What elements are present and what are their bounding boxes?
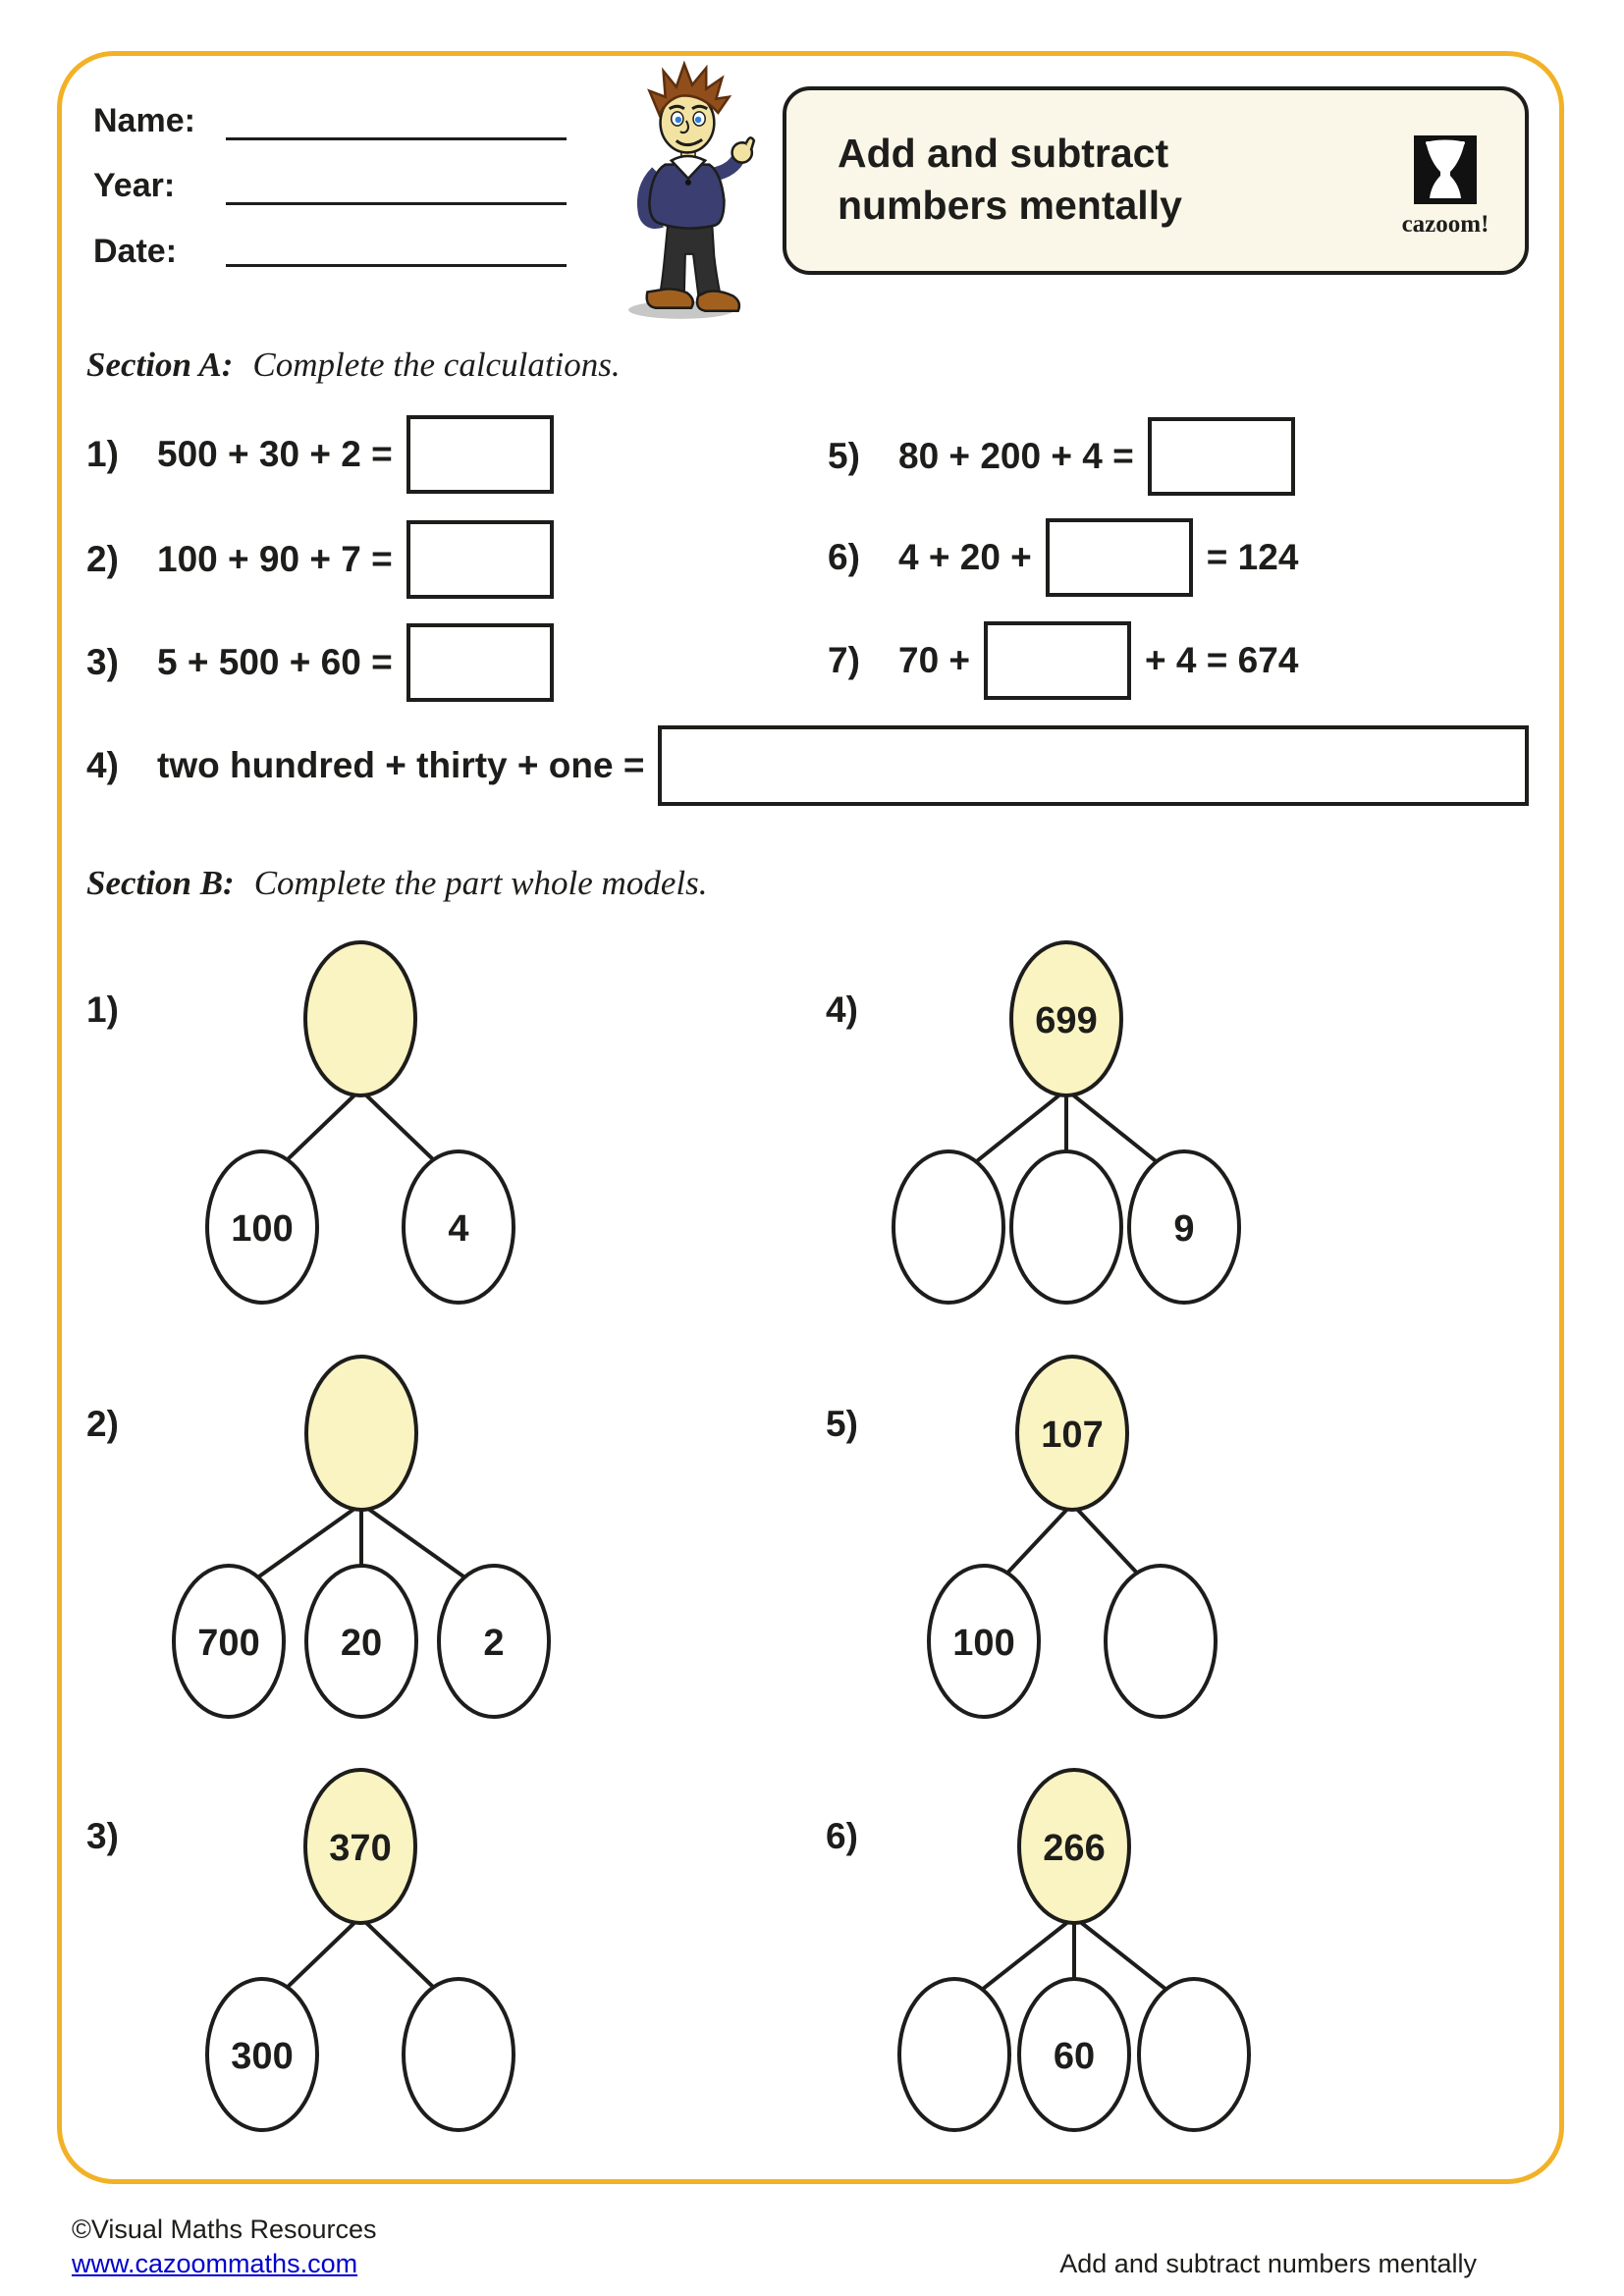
model-4-number: 4) — [826, 989, 858, 1030]
model-3-number: 3) — [86, 1816, 119, 1856]
cazoom-logo-text: cazoom! — [1401, 211, 1489, 238]
section-b-instruction: Complete the part whole models. — [253, 864, 708, 902]
part-whole-model[interactable] — [839, 1762, 1310, 2145]
model-5-number: 5) — [826, 1404, 858, 1444]
problem-3-expression: 5 + 500 + 60 = — [157, 642, 393, 682]
name-input-line[interactable] — [226, 137, 567, 140]
footer-worksheet-title: Add and subtract numbers mentally — [1059, 2249, 1477, 2278]
answer-box[interactable] — [406, 520, 554, 599]
problem-6-expression: 4 + 20 + — [898, 537, 1032, 577]
part-whole-model[interactable] — [831, 934, 1302, 1317]
svg-text:100: 100 — [952, 1623, 1015, 1664]
part-whole-model[interactable] — [125, 934, 596, 1317]
djembe-drum-icon — [1414, 135, 1477, 209]
year-label: Year: — [93, 167, 176, 204]
student-thumbs-up-cartoon-icon — [622, 61, 761, 327]
part-whole-model[interactable] — [837, 1349, 1308, 1732]
answer-box[interactable] — [406, 415, 554, 494]
problem-3-number: 3) — [86, 642, 119, 682]
answer-box[interactable] — [406, 623, 554, 702]
svg-text:699: 699 — [1035, 1000, 1098, 1041]
svg-text:300: 300 — [231, 2036, 294, 2077]
section-b-label: Section B: — [86, 864, 235, 902]
problem-5 — [828, 417, 1295, 496]
problem-5-number: 5) — [828, 436, 860, 476]
section-b-heading — [86, 864, 707, 903]
svg-text:700: 700 — [197, 1623, 260, 1664]
problem-7 — [828, 621, 1298, 700]
section-a-heading — [86, 346, 621, 385]
problem-2 — [86, 520, 554, 599]
problem-7-number: 7) — [828, 640, 860, 680]
svg-text:4: 4 — [448, 1208, 469, 1250]
model-6-number: 6) — [826, 1816, 858, 1856]
problem-1-expression: 500 + 30 + 2 = — [157, 434, 393, 474]
svg-text:100: 100 — [231, 1208, 294, 1250]
name-label: Name: — [93, 102, 195, 139]
svg-text:9: 9 — [1173, 1208, 1195, 1250]
problem-6 — [828, 518, 1298, 597]
problem-2-number: 2) — [86, 539, 119, 579]
problem-4-expression: two hundred + thirty + one = — [157, 745, 645, 785]
svg-text:266: 266 — [1043, 1828, 1106, 1869]
worksheet-title-box — [783, 86, 1529, 275]
svg-text:20: 20 — [340, 1623, 383, 1664]
problem-7-expression: 70 + — [898, 640, 971, 680]
problem-6-number: 6) — [828, 537, 860, 577]
problem-1-number: 1) — [86, 434, 119, 474]
svg-text:107: 107 — [1041, 1415, 1104, 1456]
problem-6-result: = 124 — [1206, 537, 1299, 577]
section-a-label: Section A: — [86, 346, 234, 384]
problem-4-number: 4) — [86, 745, 119, 785]
problem-2-expression: 100 + 90 + 7 = — [157, 539, 393, 579]
cazoommaths-link[interactable]: www.cazoommaths.com — [72, 2249, 358, 2278]
answer-box[interactable] — [1046, 518, 1193, 597]
answer-box[interactable] — [1148, 417, 1295, 496]
problem-1 — [86, 415, 554, 494]
worksheet-title: Add and subtract numbers mentally — [838, 131, 1182, 228]
model-2-number: 2) — [86, 1404, 119, 1444]
year-input-line[interactable] — [226, 202, 567, 205]
problem-4 — [86, 726, 1529, 805]
problem-3 — [86, 623, 554, 702]
copyright-text: ©Visual Maths Resources — [72, 2215, 377, 2244]
date-input-line[interactable] — [226, 264, 567, 267]
svg-text:370: 370 — [329, 1828, 392, 1869]
problem-7-result: + 4 = 674 — [1145, 640, 1299, 680]
model-1-number: 1) — [86, 989, 119, 1030]
cazoom-logo — [1401, 135, 1489, 239]
section-a-instruction: Complete the calculations. — [252, 346, 621, 384]
problem-5-expression: 80 + 200 + 4 = — [898, 436, 1134, 476]
date-label: Date: — [93, 233, 178, 270]
answer-box[interactable] — [658, 725, 1529, 806]
part-whole-model[interactable] — [126, 1349, 597, 1732]
svg-text:60: 60 — [1053, 2036, 1096, 2077]
svg-text:2: 2 — [483, 1623, 505, 1664]
part-whole-model[interactable] — [125, 1762, 596, 2145]
answer-box[interactable] — [984, 621, 1131, 700]
